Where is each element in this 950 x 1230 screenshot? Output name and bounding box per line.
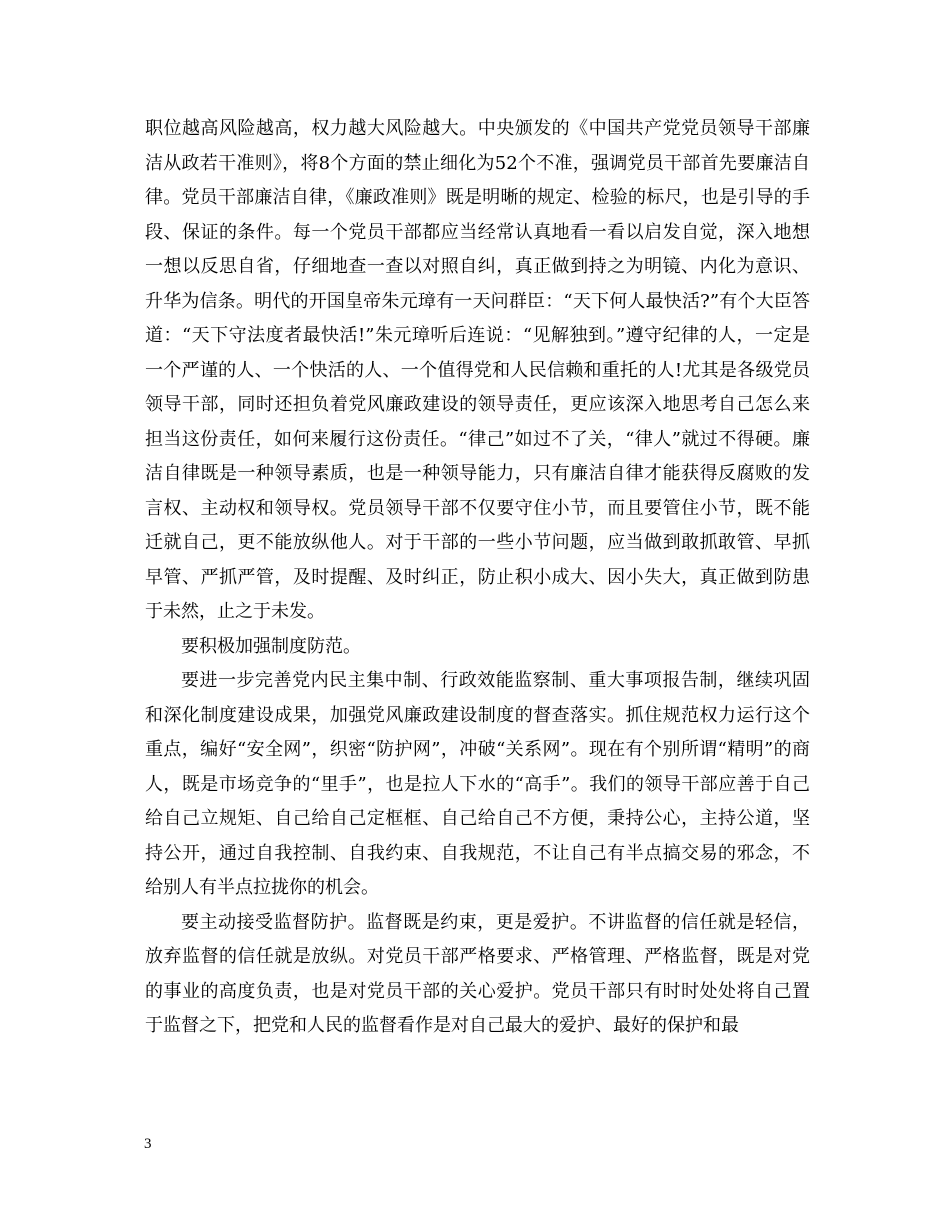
paragraph-1: 职位越高风险越高，权力越大风险越大。中央颁发的《中国共产党党员领导干部廉洁从政若干准则》，将8个方面的禁止细化为52个不准，强调党员干部首先要廉洁自律。党员干部廉洁自律，《廉政准则》既是明晰的规定、检验的标尺，也是引导的手段、保证的条件。每一个党员干部都应当经常认真地看一看以启发自觉，深入地想一想以反思自省，仔细地查一查以对照自纠，真正做到持之为明镜、内化为意识、升华为信条。明代的开国皇帝朱元璋有一天问群臣：“天下何人最快活?”有个大臣答道：“天下守法度者最快活!”朱元璋听后连说：“见解独到。”遵守纪律的人，一定是一个严谨的人、一个快活的人、一个值得党和人民信赖和重托的人!尤其是各级党员领导干部，同时还担负着党风廉政建设的领导责任，更应该深入地思考自己怎么来担当这份责任，如何来履行这份责任。“律己”如过不了关，“律人”就过不得硬。廉洁自律既是一种领导素质，也是一种领导能力，只有廉洁自律才能获得反腐败的发言权、主动权和领导权。党员领导干部不仅要守住小节，而且要管住小节，既不能迁就自己，更不能放纵他人。对于干部的一些小节问题，应当做到敢抓敢管、早抓早管、严抓严管，及时提醒、及时纠正，防止积小成大、因小失大，真正做到防患于未然，止之于未发。 bbox=[145, 118, 810, 622]
paragraph-2: 要积极加强制度防范。 bbox=[181, 635, 361, 657]
paragraph-4: 要主动接受监督防护。监督既是约束，更是爱护。不讲监督的信任就是轻信，放弃监督的信任就是放纵。对党员干部严格要求、严格管理、严格监督，既是对党的事业的高度负责，也是对党员干部的关心爱护。党员干部只有时时处处将自己置于监督之下，把党和人民的监督看作是对自己最大的爱护、最好的保护和最 bbox=[145, 911, 810, 1036]
paragraph-3: 要进一步完善党内民主集中制、行政效能监察制、重大事项报告制，继续巩固和深化制度建设成果，加强党风廉政建设制度的督查落实。抓住规范权力运行这个重点，编好“安全网”，织密“防护网”，冲破“关系网”。现在有个别所谓“精明”的商人，既是市场竞争的“里手”，也是拉人下水的“高手”。我们的领导干部应善于自己给自己立规矩、自己给自己定框框、自己给自己不方便，秉持公心，主持公道，坚持公开，通过自我控制、自我约束、自我规范，不让自己有半点搞交易的邪念，不给别人有半点拉拢你的机会。 bbox=[145, 670, 810, 898]
document-body bbox=[145, 112, 810, 1044]
page-number: 3 bbox=[144, 1136, 152, 1152]
